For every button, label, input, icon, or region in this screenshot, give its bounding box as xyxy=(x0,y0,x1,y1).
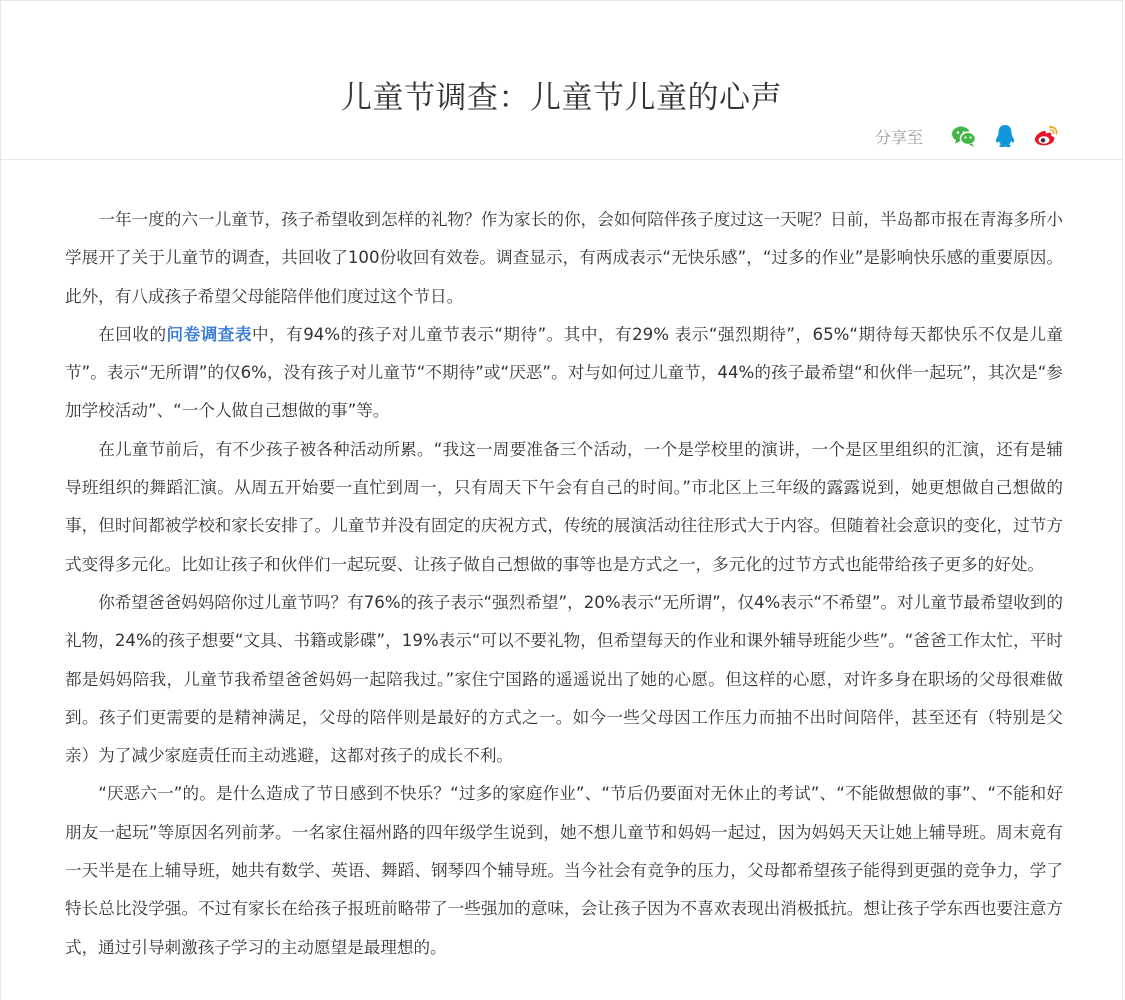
article-header xyxy=(1,1,1122,160)
article-body xyxy=(65,201,1063,967)
paragraph-text: 中，有94%的孩子对儿童节表示“期待”。其中，有29% 表示“强烈期待”，65%“期待每天都快乐不仅是儿童节”。表示“无所谓”的仅6%，没有孩子对儿童节“不期待”或“厌恶”。对与如何过儿童节，44%的孩子最希望“和伙伴一起玩”，其次是“参加学校活动”、“一个人做自己想做的事”等。 xyxy=(65,324,1064,421)
article-paragraph xyxy=(65,316,1063,431)
article-paragraph: 一年一度的六一儿童节，孩子希望收到怎样的礼物？作为家长的你，会如何陪伴孩子度过这一天呢？日前，半岛都市报在青海多所小学展开了关于儿童节的调查，共回收了100份收回有效卷。调查显示，有两成表示“无快乐感”，“过多的作业”是影响快乐感的重要原因。此外，有八成孩子希望父母能陪伴他们度过这个节日。 xyxy=(65,210,1063,306)
share-bar xyxy=(875,121,1060,151)
article-title: 儿童节调查：儿童节儿童的心声 xyxy=(341,79,782,116)
article-paragraph: “厌恶六一”的。是什么造成了节日感到不快乐？“过多的家庭作业”、“节后仍要面对无休止的考试”、“不能做想做的事”、“不能和好朋友一起玩”等原因名列前茅。一名家住福州路的四年级学生说到，她不想儿童节和妈妈一起过，因为妈妈天天让她上辅导班。周末竟有一天半是在上辅导班，她共有数学、英语、舞蹈、钢琴四个辅导班。当今社会有竞争的压力，父母都希望孩子能得到更强的竞争力，学了特长总比没学强。不过有家长在给孩子报班前略带了一些强加的意味，会让孩子因为不喜欢表现出消极抵抗。想让孩子学东西也要注意方式，通过引导刺激孩子学习的主动愿望是最理想的。 xyxy=(65,784,1063,957)
paragraph-text: 在回收的 xyxy=(98,324,167,344)
article-paragraph: 在儿童节前后，有不少孩子被各种活动所累。“我这一周要准备三个活动，一个是学校里的演讲，一个是区里组织的汇演，还有是辅导班组织的舞蹈汇演。从周五开始要一直忙到周一，只有周天下午会有自己的时间。”市北区上三年级的露露说到，她更想做自己想做的事，但时间都被学校和家长安排了。儿童节并没有固定的庆祝方式，传统的展演活动往往形式大于内容。但随着社会意识的变化，过节方式变得多元化。比如让孩子和伙伴们一起玩耍、让孩子做自己想做的事等也是方式之一，多元化的过节方式也能带给孩子更多的好处。 xyxy=(65,439,1063,574)
qq-icon[interactable] xyxy=(991,122,1019,150)
wechat-icon[interactable] xyxy=(950,122,978,150)
weibo-icon[interactable] xyxy=(1032,122,1060,150)
questionnaire-link[interactable]: 问卷调查表 xyxy=(166,324,252,344)
share-label: 分享至 xyxy=(874,127,923,147)
article-paragraph: 你希望爸爸妈妈陪你过儿童节吗？有76%的孩子表示“强烈希望”，20%表示“无所谓”，仅4%表示“不希望”。对儿童节最希望收到的礼物，24%的孩子想要“文具、书籍或影碟”，19%表示“可以不要礼物，但希望每天的作业和课外辅导班能少些”。“爸爸工作太忙，平时都是妈妈陪我，儿童节我希望爸爸妈妈一起陪我过。”家住宁国路的遥遥说出了她的心愿。但这样的心愿，对许多身在职场的父母很难做到。孩子们更需要的是精神满足，父母的陪伴则是最好的方式之一。如今一些父母因工作压力而抽不出时间陪伴，甚至还有（特别是父亲）为了减少家庭责任而主动逃避，这都对孩子的成长不利。 xyxy=(65,592,1063,766)
